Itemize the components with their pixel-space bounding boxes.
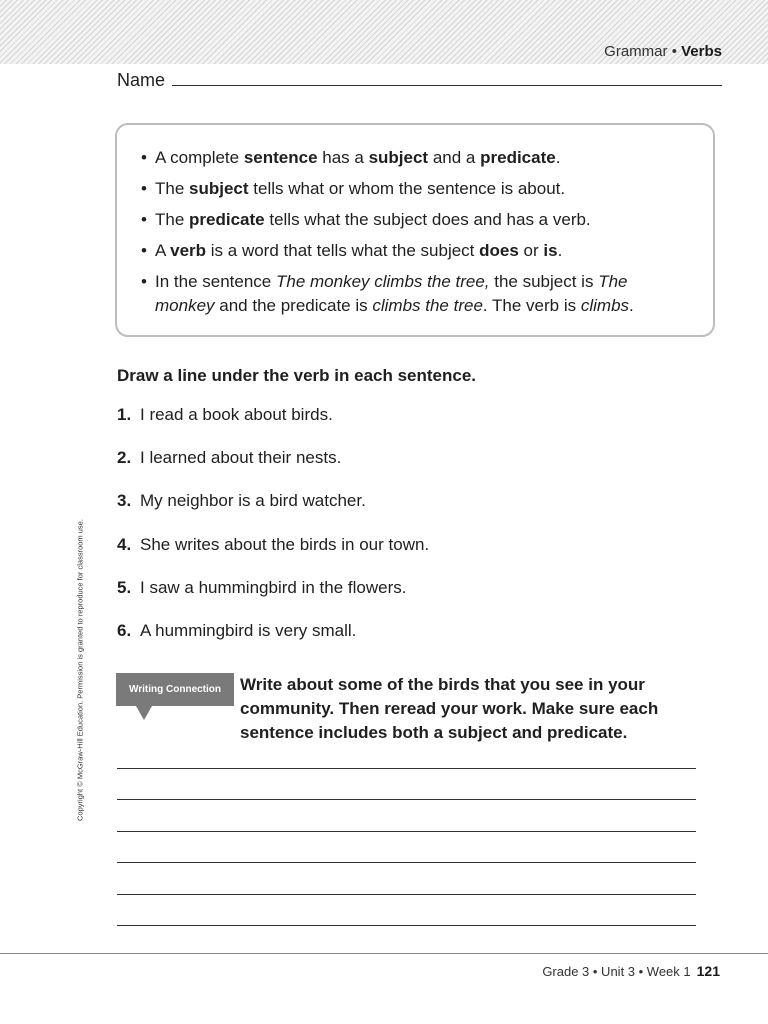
- rule-text-segment: A complete: [155, 148, 244, 167]
- answer-line[interactable]: [117, 925, 696, 926]
- rule-text-segment: The monkey climbs the tree,: [275, 272, 490, 291]
- exercise-number: 5.: [117, 578, 132, 597]
- rule-text-segment: subject: [189, 179, 249, 198]
- writing-prompt: Write about some of the birds that you see in your community. Then reread your work. Make sure each sentence includes both a subject and predicate.: [240, 675, 659, 742]
- bullet-icon: •: [141, 241, 147, 260]
- exercise-number: 4.: [117, 535, 132, 554]
- header-topic: Verbs: [681, 43, 722, 60]
- exercise-number: 2.: [117, 448, 132, 467]
- instructions: Draw a line under the verb in each sentence.: [117, 366, 477, 385]
- rule-text-segment: The: [155, 179, 190, 198]
- rule-text-segment: does: [479, 241, 519, 260]
- exercise-number: 6.: [117, 621, 132, 640]
- footer: [542, 963, 720, 979]
- exercise-sentence[interactable]: I learned about their nests.: [140, 448, 342, 467]
- rule-item: [141, 177, 681, 201]
- rule-text-segment: The monkey: [155, 272, 628, 315]
- rule-item: [141, 208, 681, 232]
- rule-text-segment: verb: [170, 241, 207, 260]
- rule-text-segment: is a word that tells what the subject: [206, 241, 480, 260]
- rule-text-segment: the subject is: [489, 272, 599, 291]
- exercise-sentence[interactable]: I read a book about birds.: [140, 405, 333, 424]
- bullet-icon: •: [141, 210, 147, 229]
- exercise-sentence[interactable]: My neighbor is a bird watcher.: [140, 491, 366, 510]
- rule-text-segment: tells what the subject does and has a verb.: [264, 210, 591, 229]
- rule-text-segment: has a: [317, 148, 369, 167]
- answer-line[interactable]: [117, 799, 696, 800]
- rule-text-segment: .: [557, 241, 563, 260]
- name-row: [117, 70, 722, 92]
- rule-text-segment: predicate: [189, 210, 265, 229]
- footer-info: Grade 3 • Unit 3 • Week 1: [542, 964, 691, 979]
- header-section: Grammar: [604, 43, 668, 60]
- rule-item: [141, 146, 681, 170]
- exercise-sentence[interactable]: She writes about the birds in our town.: [140, 535, 430, 554]
- bullet-icon: •: [141, 148, 147, 167]
- rule-text-segment: predicate: [480, 148, 556, 167]
- rule-text-segment: In the sentence: [155, 272, 276, 291]
- exercise-number: 1.: [117, 405, 132, 424]
- answer-line[interactable]: [117, 894, 696, 895]
- header-separator: •: [671, 43, 677, 60]
- exercise-sentence[interactable]: I saw a hummingbird in the flowers.: [140, 578, 407, 597]
- rule-text-segment: .: [555, 148, 561, 167]
- answer-line[interactable]: [117, 831, 696, 832]
- exercise-item[interactable]: [117, 448, 341, 468]
- header-label: [604, 43, 722, 60]
- rule-text-segment: climbs: [580, 296, 630, 315]
- exercise-item[interactable]: [117, 578, 406, 598]
- rule-text-segment: .: [629, 296, 634, 315]
- rule-item: [141, 270, 681, 318]
- speech-bubble-tail-icon: [136, 706, 152, 720]
- rule-text-segment: or: [518, 241, 544, 260]
- rule-text-segment: and the predicate is: [214, 296, 373, 315]
- name-write-line[interactable]: [172, 85, 722, 86]
- writing-connection-badge: Writing Connection: [116, 673, 234, 706]
- copyright-notice: Copyright © McGraw-Hill Education. Permission is granted to reproduce for classroom use.: [75, 519, 85, 821]
- exercise-number: 3.: [117, 491, 132, 510]
- bullet-icon: •: [141, 272, 147, 291]
- exercise-item[interactable]: [117, 621, 356, 641]
- rule-text-segment: tells what or whom the sentence is about.: [248, 179, 566, 198]
- rule-text-segment: . The verb is: [482, 296, 581, 315]
- rule-text-segment: is: [543, 241, 558, 260]
- exercise-sentence[interactable]: A hummingbird is very small.: [140, 621, 357, 640]
- exercise-item[interactable]: [117, 491, 366, 511]
- rule-item: [141, 239, 681, 263]
- rule-text-segment: climbs the tree: [372, 296, 483, 315]
- rule-text-segment: The: [155, 210, 190, 229]
- page-number: 121: [696, 963, 720, 979]
- rule-text-segment: subject: [368, 148, 429, 167]
- exercise-item[interactable]: [117, 405, 333, 425]
- rule-text-segment: sentence: [243, 148, 318, 167]
- rule-text-segment: and a: [428, 148, 481, 167]
- bullet-icon: •: [141, 179, 147, 198]
- answer-line[interactable]: [117, 768, 696, 769]
- rules-box: [115, 123, 715, 337]
- rule-text-segment: A: [155, 241, 171, 260]
- footer-divider: [0, 953, 768, 954]
- name-label: Name: [117, 70, 166, 90]
- exercise-item[interactable]: [117, 535, 429, 555]
- answer-line[interactable]: [117, 862, 696, 863]
